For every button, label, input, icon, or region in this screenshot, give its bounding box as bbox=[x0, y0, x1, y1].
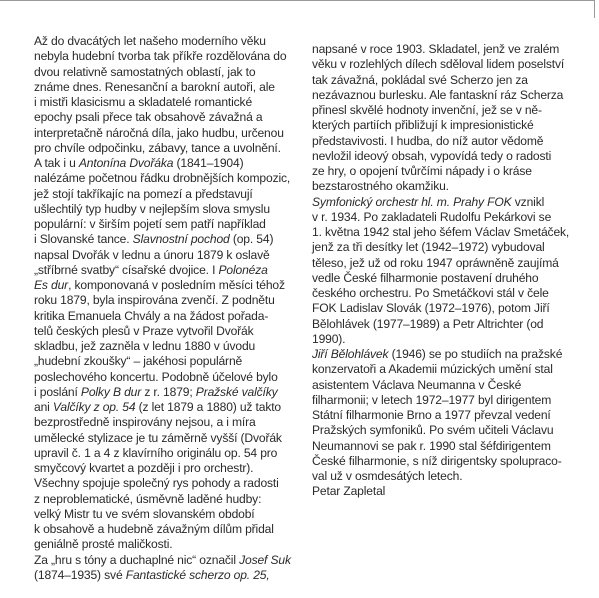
text-run: k obsahově a hudebně závažným dílům přidal bbox=[34, 522, 274, 536]
text-run: bezstarostného okamžiku. bbox=[312, 179, 449, 194]
text-line bbox=[312, 88, 580, 103]
text-line bbox=[34, 492, 296, 507]
text-line bbox=[34, 278, 296, 293]
text-run: asistentem Václava Neumanna v České bbox=[312, 377, 522, 392]
text-run: upravil č. 1 a 4 z klavírního originálu op. 54 pro bbox=[34, 445, 278, 460]
text-run: 1990). bbox=[312, 331, 346, 346]
text-line bbox=[312, 469, 580, 484]
text-run: epochy psali přece tak obsahově závažná a bbox=[34, 110, 263, 125]
text-line bbox=[34, 446, 296, 461]
text-run: , komponovaná v posledním měsíci téhož bbox=[68, 278, 285, 292]
text-line bbox=[312, 42, 580, 57]
text-run: ušlechtilý typ hudby v nejlepším slova smyslu bbox=[34, 201, 270, 216]
text-line bbox=[34, 431, 296, 446]
text-line bbox=[312, 134, 580, 149]
text-run: České filharmonie, s níž dirigentsky spolupraco- bbox=[312, 453, 562, 468]
text-line bbox=[312, 103, 580, 118]
italic-text: Jiří Bělohlávek bbox=[312, 347, 389, 361]
text-run: skladbu, jež zazněla v lednu 1880 v úvodu bbox=[34, 339, 256, 353]
text-run: Všechny spojuje společný rys pohody a radosti bbox=[34, 476, 279, 491]
text-run: A tak i u bbox=[34, 156, 79, 170]
text-line bbox=[34, 415, 296, 430]
text-run: smyčcový kvartet a později i pro orchestr). bbox=[34, 461, 254, 475]
text-line bbox=[312, 149, 580, 164]
text-line bbox=[312, 195, 580, 210]
text-run: ani bbox=[34, 400, 53, 414]
text-run: FOK Ladislav Slovák (1972–1976), potom Jiří bbox=[312, 301, 550, 316]
text-line bbox=[312, 225, 580, 240]
text-run: i poslání bbox=[34, 384, 81, 399]
text-run: i mistři klasicismu a skladatelé romantické bbox=[34, 95, 253, 109]
text-line bbox=[34, 400, 296, 415]
text-run: (op. 54) bbox=[229, 232, 274, 247]
text-line bbox=[312, 393, 580, 408]
text-line bbox=[34, 507, 296, 522]
text-line bbox=[34, 568, 296, 583]
text-run: nezávaznou burlesku. Ale fantaskní ráz Scherza bbox=[312, 87, 564, 102]
text-line bbox=[312, 271, 580, 286]
text-run: „stříbrné svatby“ císařské dvojice. I bbox=[34, 262, 219, 277]
text-run: interpretačně náročná díla, jako hudbu, určenou bbox=[34, 125, 284, 140]
text-line bbox=[34, 339, 296, 354]
italic-text: Josef Suk bbox=[239, 552, 291, 567]
text-line bbox=[312, 408, 580, 423]
italic-text: Fantastické scherzo op. 25, bbox=[125, 567, 270, 582]
text-line bbox=[312, 484, 580, 499]
text-line bbox=[34, 248, 296, 263]
italic-text: Slavnostní pochod bbox=[132, 232, 230, 247]
text-run: (z let 1879 a 1880) už takto bbox=[135, 400, 282, 414]
text-line bbox=[34, 476, 296, 491]
text-line bbox=[312, 301, 580, 316]
text-run: (1841–1904) bbox=[173, 156, 244, 170]
text-run: Petar Zapletal bbox=[312, 484, 386, 499]
text-run: věku v rozlehlých dílech sděloval lidem poselství bbox=[312, 57, 565, 72]
text-run: dvou relativně samostatných oblastí, jak to bbox=[34, 64, 256, 79]
text-run: v r. 1934. Po zakladateli Rudolfu Pekárkovi se bbox=[312, 209, 552, 224]
text-run: Za „hru s tóny a duchaplné nic“ označil bbox=[34, 552, 240, 567]
text-line bbox=[34, 95, 296, 110]
text-run: poslechového koncertu. Podobně účelové bylo bbox=[34, 369, 278, 384]
text-line bbox=[34, 34, 296, 49]
text-line bbox=[34, 202, 296, 217]
text-run: napsané v roce 1903. Skladatel, jenž ve zralém bbox=[312, 42, 560, 56]
italic-text: Pražské valčíky bbox=[195, 384, 278, 399]
text-line bbox=[312, 347, 580, 362]
text-run: známe dnes. Renesanční a barokní autoři, ale bbox=[34, 79, 275, 94]
text-line bbox=[312, 378, 580, 393]
text-run: přinesl skvělé hodnoty invenční, jež se v ně- bbox=[312, 103, 542, 117]
text-line bbox=[34, 537, 296, 552]
text-run: kterých partiích přibližují k impresionistické bbox=[312, 118, 534, 133]
italic-text: Polonéza bbox=[218, 262, 268, 277]
text-line bbox=[34, 354, 296, 369]
text-run: z neproblematické, úsměvně laděné hudby: bbox=[34, 491, 262, 506]
text-run: představivosti. I hudba, do níž autor vědomě bbox=[312, 133, 544, 148]
italic-text: Symfonický orchestr hl. m. Prahy FOK bbox=[312, 194, 512, 209]
text-line bbox=[34, 370, 296, 385]
text-run: Státní filharmonie Brno a 1977 převzal vedení bbox=[312, 408, 551, 422]
text-run: filharmonii; v letech 1972–1977 byl dirigentem bbox=[312, 392, 552, 407]
text-line bbox=[312, 57, 580, 72]
text-run: geniálně prosté maličkosti. bbox=[34, 537, 173, 552]
italic-text: Es dur bbox=[34, 278, 69, 292]
text-run: nalézáme početnou řádku drobnějších kompozic, bbox=[34, 171, 291, 186]
text-run: nebyla hudební tvorba tak příkře rozdělována do bbox=[34, 49, 287, 64]
italic-text: Valčíky z op. 54 bbox=[52, 400, 136, 414]
text-run: velký Mistr tu ve svém slovanském období bbox=[34, 506, 255, 521]
text-line bbox=[34, 309, 296, 324]
text-run: českého orchestru. Po Smetáčkovi stál v čele bbox=[312, 286, 549, 300]
text-line bbox=[34, 232, 296, 247]
text-line bbox=[312, 164, 580, 179]
text-run: 1. května 1942 stal jeho šéfem Václav Smetáček, bbox=[312, 225, 570, 239]
text-run: Bělohlávek (1977–1989) a Petr Altrichter (od bbox=[312, 316, 544, 331]
text-line bbox=[34, 217, 296, 232]
text-run: ze hry, o opojení tvůrčími nápady i o kráse bbox=[312, 164, 532, 178]
text-run: umělecké stylizace je tu záměrně vyšší (Dvořák bbox=[34, 430, 282, 445]
right-text-column bbox=[312, 42, 580, 500]
text-line bbox=[34, 126, 296, 141]
text-line bbox=[34, 324, 296, 339]
text-run: vedle České filharmonie postavení druhého bbox=[312, 270, 539, 285]
italic-text: Polky B dur bbox=[80, 384, 142, 399]
text-line bbox=[312, 454, 580, 469]
text-line bbox=[312, 362, 580, 377]
text-run: konzervatoři a Akademii múzických umění stal bbox=[312, 362, 553, 377]
text-run: Neumannovi se pak r. 1990 stal šéfdirigentem bbox=[312, 438, 551, 453]
text-line bbox=[312, 210, 580, 225]
text-line bbox=[34, 461, 296, 476]
text-run: (1946) se po studiích na pražské bbox=[388, 347, 563, 361]
text-run: bezprostředně inspirovány nejsou, a i míra bbox=[34, 415, 256, 430]
text-line bbox=[34, 65, 296, 80]
text-line bbox=[312, 423, 580, 438]
text-line bbox=[312, 118, 580, 133]
text-run: těleso, jež už od roku 1947 opráwněně zaujímá bbox=[312, 255, 559, 270]
text-run: „hudební zkoušky“ – jakéhosi populárně bbox=[34, 354, 243, 369]
italic-text: Antonína Dvořáka bbox=[78, 156, 174, 170]
text-line bbox=[312, 317, 580, 332]
text-line bbox=[34, 80, 296, 95]
text-line bbox=[34, 187, 296, 202]
text-run: jež stojí takříkajíc na pomezí a představují bbox=[34, 186, 253, 201]
text-run: val už v osmdesátých letech. bbox=[312, 469, 463, 483]
text-run: populární: v širším pojetí sem patří například bbox=[34, 217, 266, 231]
text-line bbox=[312, 240, 580, 255]
text-line bbox=[312, 179, 580, 194]
text-run: kritika Emanuela Chvály a na žádost pořada- bbox=[34, 308, 269, 323]
text-line bbox=[34, 522, 296, 537]
text-line bbox=[34, 263, 296, 278]
text-run: Pražských symfoniků. Po svém učiteli Václavu bbox=[312, 423, 554, 438]
text-run: i Slovanské tance. bbox=[34, 232, 133, 247]
text-run: z r. 1879; bbox=[141, 384, 196, 399]
text-run: Až do dvacátých let našeho moderního věku bbox=[34, 34, 266, 48]
text-line bbox=[312, 332, 580, 347]
text-run: roku 1879, byla inspirována zvenčí. Z podnětu bbox=[34, 293, 275, 308]
text-line bbox=[34, 553, 296, 568]
text-line bbox=[34, 110, 296, 125]
text-line bbox=[34, 293, 296, 308]
text-run: pro chvíle odpočinku, zábavy, tance a uvolnění. bbox=[34, 140, 281, 155]
text-line bbox=[34, 141, 296, 156]
text-line bbox=[312, 256, 580, 271]
text-line bbox=[312, 439, 580, 454]
text-line bbox=[312, 73, 580, 88]
text-line bbox=[312, 286, 580, 301]
text-run: telů českých plesů v Praze vytvořil Dvořák bbox=[34, 323, 254, 338]
text-run: jenž za tři desítky let (1942–1972) vybudoval bbox=[312, 240, 545, 255]
text-line bbox=[34, 156, 296, 171]
text-run: nevložil ideový obsah, vypovídá tedy o radosti bbox=[312, 148, 552, 163]
text-line bbox=[34, 49, 296, 64]
left-text-column bbox=[34, 34, 296, 583]
text-run: (1874–1935) své bbox=[34, 567, 126, 582]
text-line bbox=[34, 385, 296, 400]
text-run: napsal Dvořák v lednu a únoru 1879 k oslavě bbox=[34, 247, 270, 262]
text-run: tak závažná, pokládal své Scherzo jen za bbox=[312, 72, 528, 87]
page-border bbox=[0, 0, 595, 18]
text-run: vznikl bbox=[511, 194, 545, 209]
text-line bbox=[34, 171, 296, 186]
